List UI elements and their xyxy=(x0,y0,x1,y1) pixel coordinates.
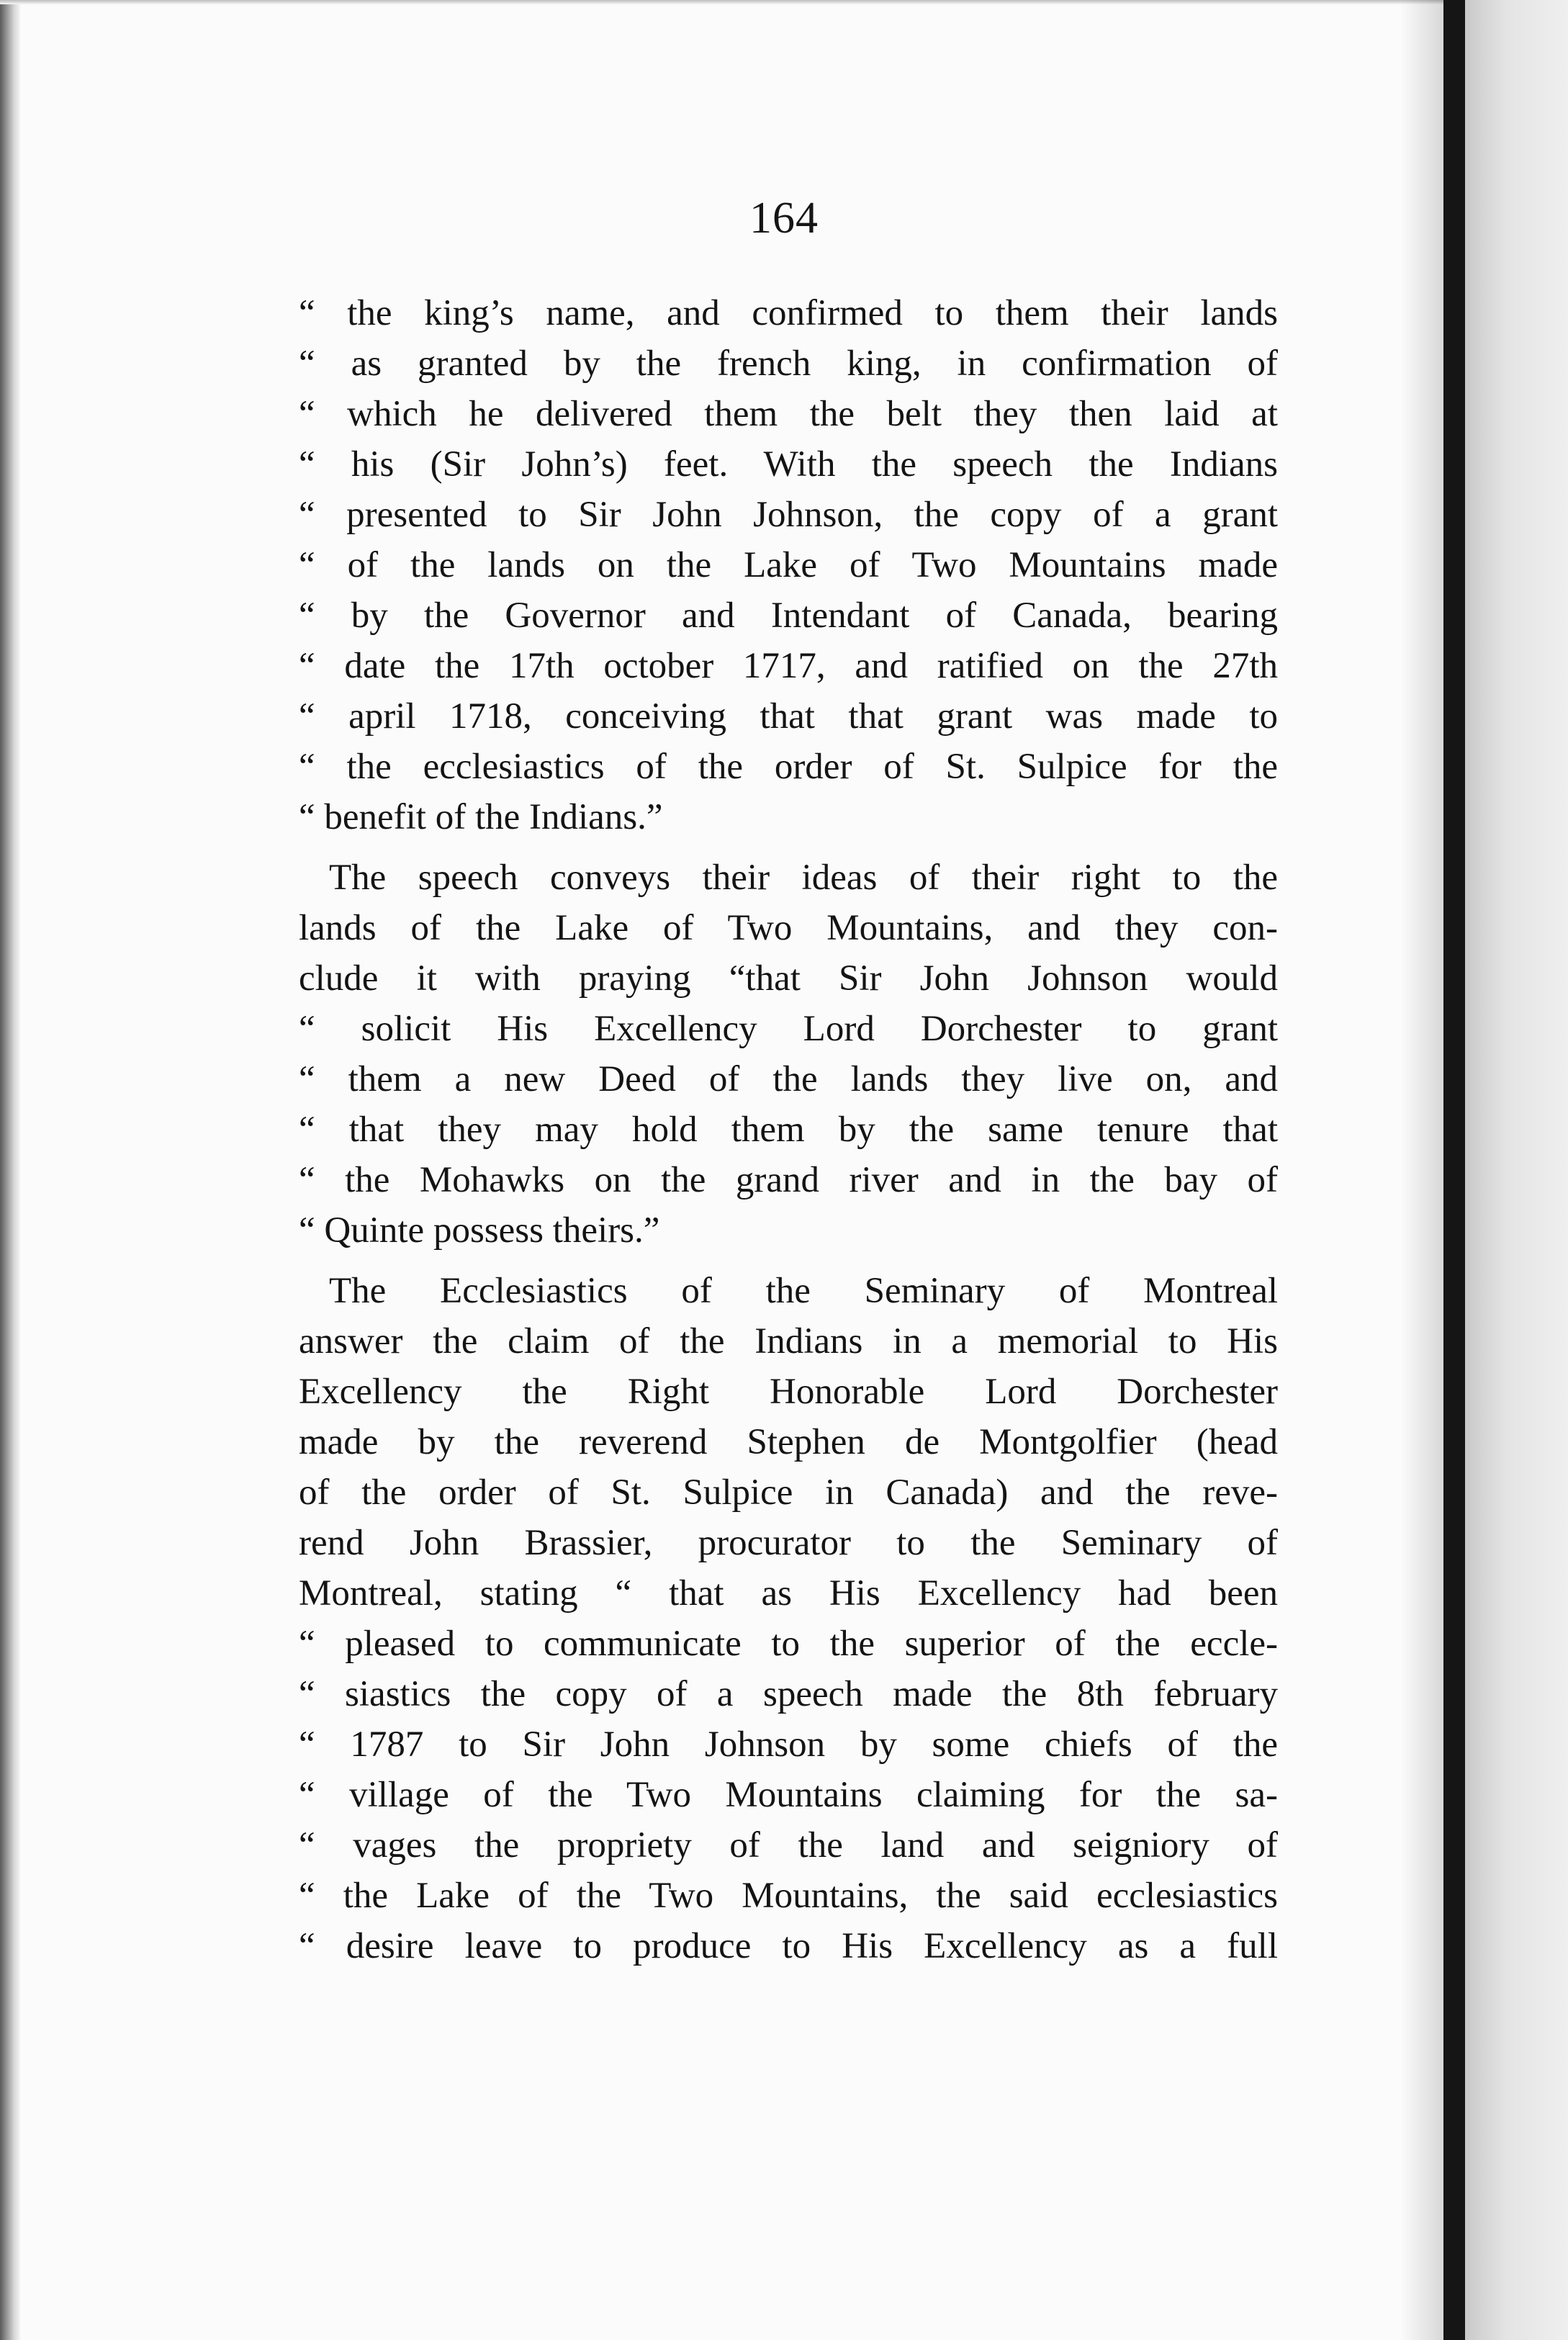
left-page-edge xyxy=(0,0,20,2340)
text-line: The Ecclesiastics of the Seminary of Montreal xyxy=(329,1271,1278,1311)
text-line: of the order of St. Sulpice in Canada) and the reve- xyxy=(299,1472,1278,1513)
text-line: made by the reverend Stephen de Montgolfier (head xyxy=(299,1422,1278,1462)
text-line: “ the Lake of the Two Mountains, the said ecclesiastics xyxy=(299,1876,1278,1916)
text-line: “ presented to Sir John Johnson, the copy of a grant xyxy=(299,495,1278,535)
text-line: “ siastics the copy of a speech made the 8th february xyxy=(299,1674,1278,1714)
gutter-shadow xyxy=(1400,0,1443,2340)
text-line: “ that they may hold them by the same tenure that xyxy=(299,1110,1278,1150)
text-line: “ april 1718, conceiving that that grant was made to xyxy=(299,696,1278,737)
paragraph-2 xyxy=(299,852,1278,1256)
text-line: “ them a new Deed of the lands they live on, and xyxy=(299,1059,1278,1099)
text-line: “ pleased to communicate to the superior of the eccle- xyxy=(299,1624,1278,1664)
text-line: rend John Brassier, procurator to the Seminary of xyxy=(299,1523,1278,1563)
text-line: “ the king’s name, and confirmed to them their lands xyxy=(299,293,1278,333)
text-line: answer the claim of the Indians in a memorial to His xyxy=(299,1321,1278,1362)
text-line: Montreal, stating “ that as His Excellency had been xyxy=(299,1573,1278,1614)
text-line: “ the Mohawks on the grand river and in the bay of xyxy=(299,1160,1278,1200)
text-line: “ desire leave to produce to His Excellency as a full xyxy=(299,1926,1278,1966)
text-line: “ the ecclesiastics of the order of St. Sulpice for the xyxy=(299,747,1278,787)
text-line: “ by the Governor and Intendant of Canada, bearing xyxy=(299,595,1278,636)
text-line: “ vages the propriety of the land and seigniory of xyxy=(299,1825,1278,1866)
text-line: “ benefit of the Indians.” xyxy=(299,797,663,837)
text-line: “ date the 17th october 1717, and ratified on the 27th xyxy=(299,646,1278,686)
text-line: Excellency the Right Honorable Lord Dorchester xyxy=(299,1372,1278,1412)
text-line: lands of the Lake of Two Mountains, and they con- xyxy=(299,908,1278,948)
paragraph-3 xyxy=(299,1266,1278,1971)
paragraph-1 xyxy=(299,288,1278,842)
book-spine-gutter xyxy=(1443,0,1465,2340)
text-line: “ as granted by the french king, in confirmation of xyxy=(299,343,1278,384)
text-line: “ 1787 to Sir John Johnson by some chiefs of the xyxy=(299,1724,1278,1765)
text-line: “ village of the Two Mountains claiming for the sa- xyxy=(299,1775,1278,1815)
text-line: “ of the lands on the Lake of Two Mountains made xyxy=(299,545,1278,585)
text-line: “ Quinte possess theirs.” xyxy=(299,1210,660,1251)
text-line: The speech conveys their ideas of their right to the xyxy=(329,858,1278,898)
page-number: 164 xyxy=(749,194,819,243)
text-line: “ which he delivered them the belt they then laid at xyxy=(299,394,1278,434)
body-text xyxy=(299,288,1278,1971)
facing-page-edge xyxy=(1465,0,1568,2340)
text-line: clude it with praying “that Sir John Johnson would xyxy=(299,958,1278,999)
text-line: “ his (Sir John’s) feet. With the speech the Indians xyxy=(299,444,1278,485)
text-line: “ solicit His Excellency Lord Dorchester to grant xyxy=(299,1009,1278,1049)
top-page-edge xyxy=(0,0,1568,4)
